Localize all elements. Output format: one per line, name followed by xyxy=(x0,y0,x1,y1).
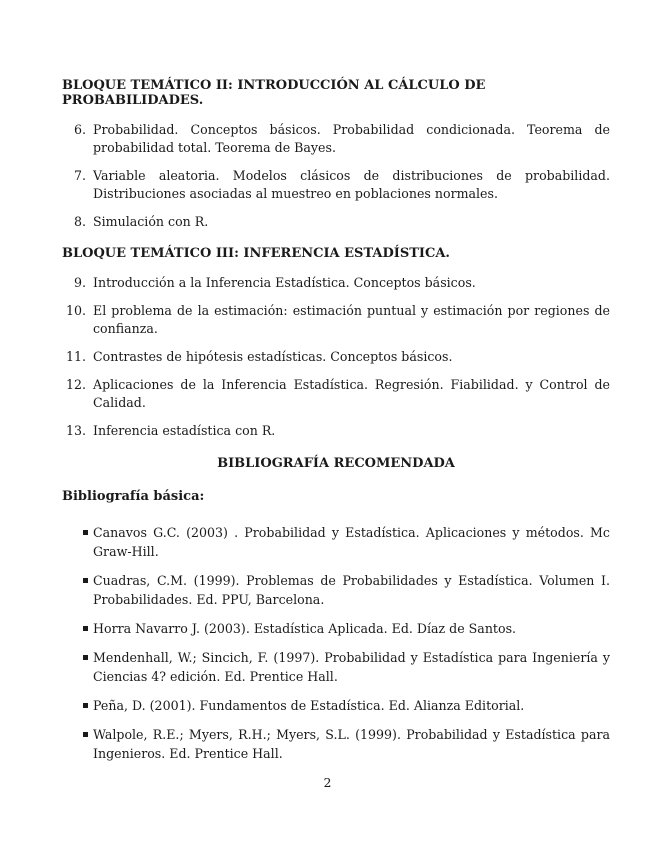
bibliography-item xyxy=(62,648,610,686)
list-item xyxy=(62,422,610,440)
bullet-icon xyxy=(83,578,88,583)
list-item xyxy=(62,376,610,412)
block-3-title: BLOQUE TEMÁTICO III: INFERENCIA ESTADÍSTICA. xyxy=(62,246,450,261)
item-text: Probabilidad. Conceptos básicos. Probabilidad condicionada. Teorema de probabilidad total. Teorema de Bayes. xyxy=(93,122,610,155)
list-item xyxy=(62,213,610,231)
item-text: Inferencia estadística con R. xyxy=(93,423,276,438)
list-item xyxy=(62,274,610,292)
bibliography-text: Mendenhall, W.; Sincich, F. (1997). Probabilidad y Estadística para Ingeniería y Ciencias 4? edición. Ed. Prentice Hall. xyxy=(93,650,610,684)
bibliography-item xyxy=(62,725,610,763)
list-item xyxy=(62,167,610,203)
item-text: Simulación con R. xyxy=(93,214,209,229)
bibliography-text: Walpole, R.E.; Myers, R.H.; Myers, S.L. (1999). Probabilidad y Estadística para Ingenieros. Ed. Prentice Hall. xyxy=(93,727,610,761)
item-text: Contrastes de hipótesis estadísticas. Conceptos básicos. xyxy=(93,349,453,364)
bullet-icon xyxy=(83,530,88,535)
bibliography-text: Canavos G.C. (2003) . Probabilidad y Estadística. Aplicaciones y métodos. Mc Graw-Hill. xyxy=(93,525,610,559)
item-number: 10. xyxy=(65,303,86,318)
document-page xyxy=(62,78,610,773)
bibliography-item xyxy=(62,523,610,561)
item-text: El problema de la estimación: estimación puntual y estimación por regiones de confianza. xyxy=(93,303,610,336)
page-number: 2 xyxy=(323,775,332,790)
block-2-list xyxy=(62,121,610,231)
bibliography-text: Horra Navarro J. (2003). Estadística Aplicada. Ed. Díaz de Santos. xyxy=(93,621,517,636)
block-3-list xyxy=(62,274,610,440)
item-number: 6. xyxy=(73,122,86,137)
list-item xyxy=(62,121,610,157)
bibliography-text: Peña, D. (2001). Fundamentos de Estadística. Ed. Alianza Editorial. xyxy=(93,698,525,713)
item-number: 11. xyxy=(65,349,86,364)
bibliography-text: Cuadras, C.M. (1999). Problemas de Probabilidades y Estadística. Volumen I. Probabilidades. Ed. PPU, Barcelona. xyxy=(93,573,610,607)
item-number: 7. xyxy=(73,168,86,183)
bullet-icon xyxy=(83,655,88,660)
bullet-icon xyxy=(83,626,88,631)
bullet-icon xyxy=(83,703,88,708)
item-text: Aplicaciones de la Inferencia Estadística. Regresión. Fiabilidad. y Control de Calidad. xyxy=(93,377,610,410)
list-item xyxy=(62,348,610,366)
bibliography-list xyxy=(62,523,610,763)
bullet-icon xyxy=(83,732,88,737)
item-text: Variable aleatoria. Modelos clásicos de distribuciones de probabilidad. Distribuciones asociadas al muestreo en poblaciones normales. xyxy=(93,168,610,201)
item-text: Introducción a la Inferencia Estadística. Conceptos básicos. xyxy=(93,275,476,290)
bibliography-item xyxy=(62,571,610,609)
bibliography-subtitle: Bibliografía básica: xyxy=(62,489,205,504)
bibliography-title: BIBLIOGRAFÍA RECOMENDADA xyxy=(217,456,455,471)
bibliography-item xyxy=(62,619,610,638)
item-number: 13. xyxy=(65,423,86,438)
item-number: 12. xyxy=(65,377,86,392)
list-item xyxy=(62,302,610,338)
item-number: 9. xyxy=(73,275,86,290)
block-2-title: BLOQUE TEMÁTICO II: INTRODUCCIÓN AL CÁLCULO DE PROBABILIDADES. xyxy=(62,78,486,108)
bibliography-item xyxy=(62,696,610,715)
item-number: 8. xyxy=(73,214,86,229)
